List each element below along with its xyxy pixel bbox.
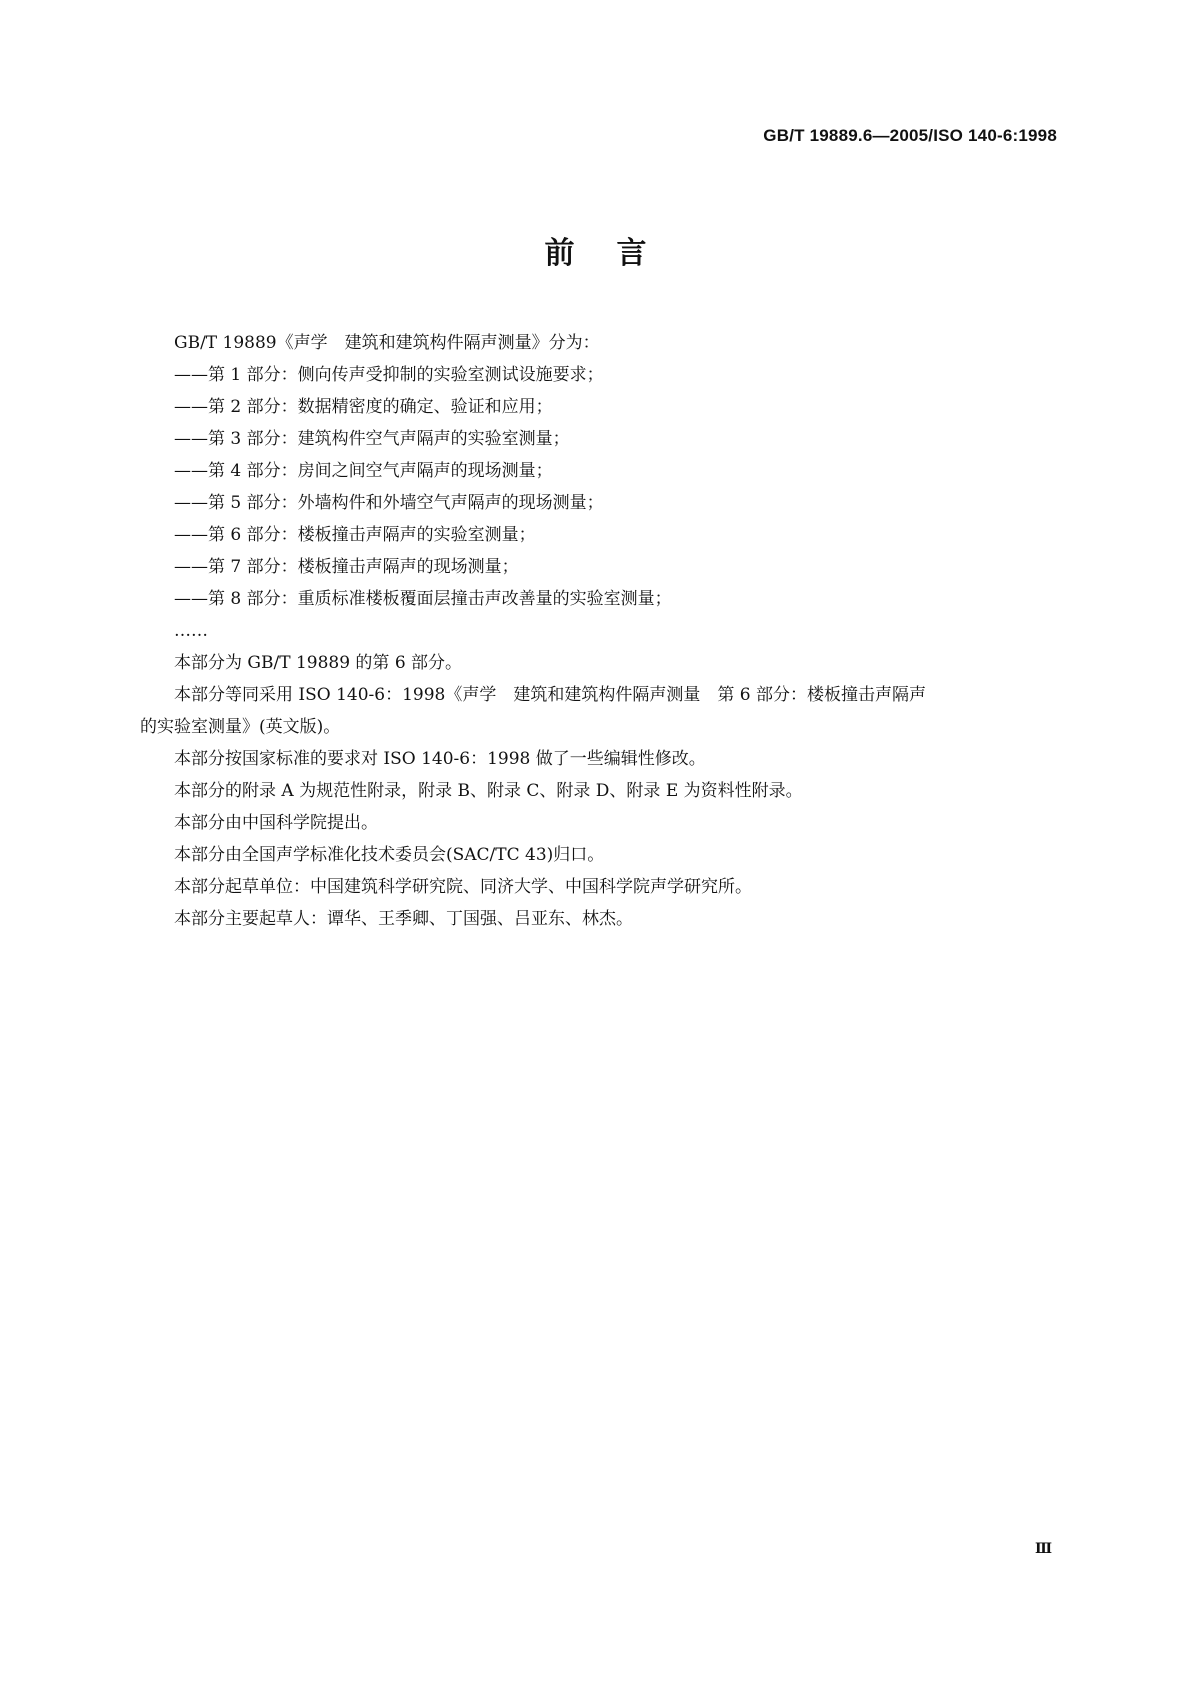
intro-line: GB/T 19889《声学 建筑和建筑构件隔声测量》分为： [174, 333, 600, 353]
standard-code-header: GB/T 19889.6—2005/ISO 140-6:1998 [763, 126, 1057, 145]
paragraph-drafters: 本部分主要起草人：谭华、王季卿、丁国强、吕亚东、林杰。 [174, 909, 633, 929]
part-list-item: ——第 4 部分：房间之间空气声隔声的现场测量； [174, 461, 553, 481]
paragraph-editorial-changes: 本部分按国家标准的要求对 ISO 140-6：1998 做了一些编辑性修改。 [174, 749, 706, 769]
document-body [140, 327, 1059, 935]
part-list-item: ——第 5 部分：外墙构件和外墙空气声隔声的现场测量； [174, 493, 604, 513]
paragraph-proposer: 本部分由中国科学院提出。 [174, 813, 378, 833]
paragraph-part-number: 本部分为 GB/T 19889 的第 6 部分。 [174, 653, 463, 673]
part-list-item: ——第 7 部分：楼板撞击声隔声的现场测量； [174, 557, 519, 577]
ellipsis: …… [174, 621, 208, 641]
paragraph-drafting-units: 本部分起草单位：中国建筑科学研究院、同济大学、中国科学院声学研究所。 [174, 877, 752, 897]
page-number: Ⅲ [1034, 1541, 1051, 1557]
part-list-item: ——第 8 部分：重质标准楼板覆面层撞击声改善量的实验室测量； [174, 589, 672, 609]
part-list-item: ——第 1 部分：侧向传声受抑制的实验室测试设施要求； [174, 365, 604, 385]
paragraph-adoption-line1: 本部分等同采用 ISO 140-6：1998《声学 建筑和建筑构件隔声测量 第 6 部分：楼板撞击声隔声 [174, 685, 926, 705]
page-title: 前言 [544, 236, 689, 271]
paragraph-committee: 本部分由全国声学标准化技术委员会(SAC/TC 43)归口。 [174, 845, 605, 865]
part-list-item: ——第 2 部分：数据精密度的确定、验证和应用； [174, 397, 553, 417]
paragraph-annexes: 本部分的附录 A 为规范性附录，附录 B、附录 C、附录 D、附录 E 为资料性附录。 [174, 781, 803, 801]
part-list-item: ——第 6 部分：楼板撞击声隔声的实验室测量； [174, 525, 536, 545]
part-list-item: ——第 3 部分：建筑构件空气声隔声的实验室测量； [174, 429, 570, 449]
paragraph-adoption-line2: 的实验室测量》(英文版)。 [140, 717, 341, 737]
